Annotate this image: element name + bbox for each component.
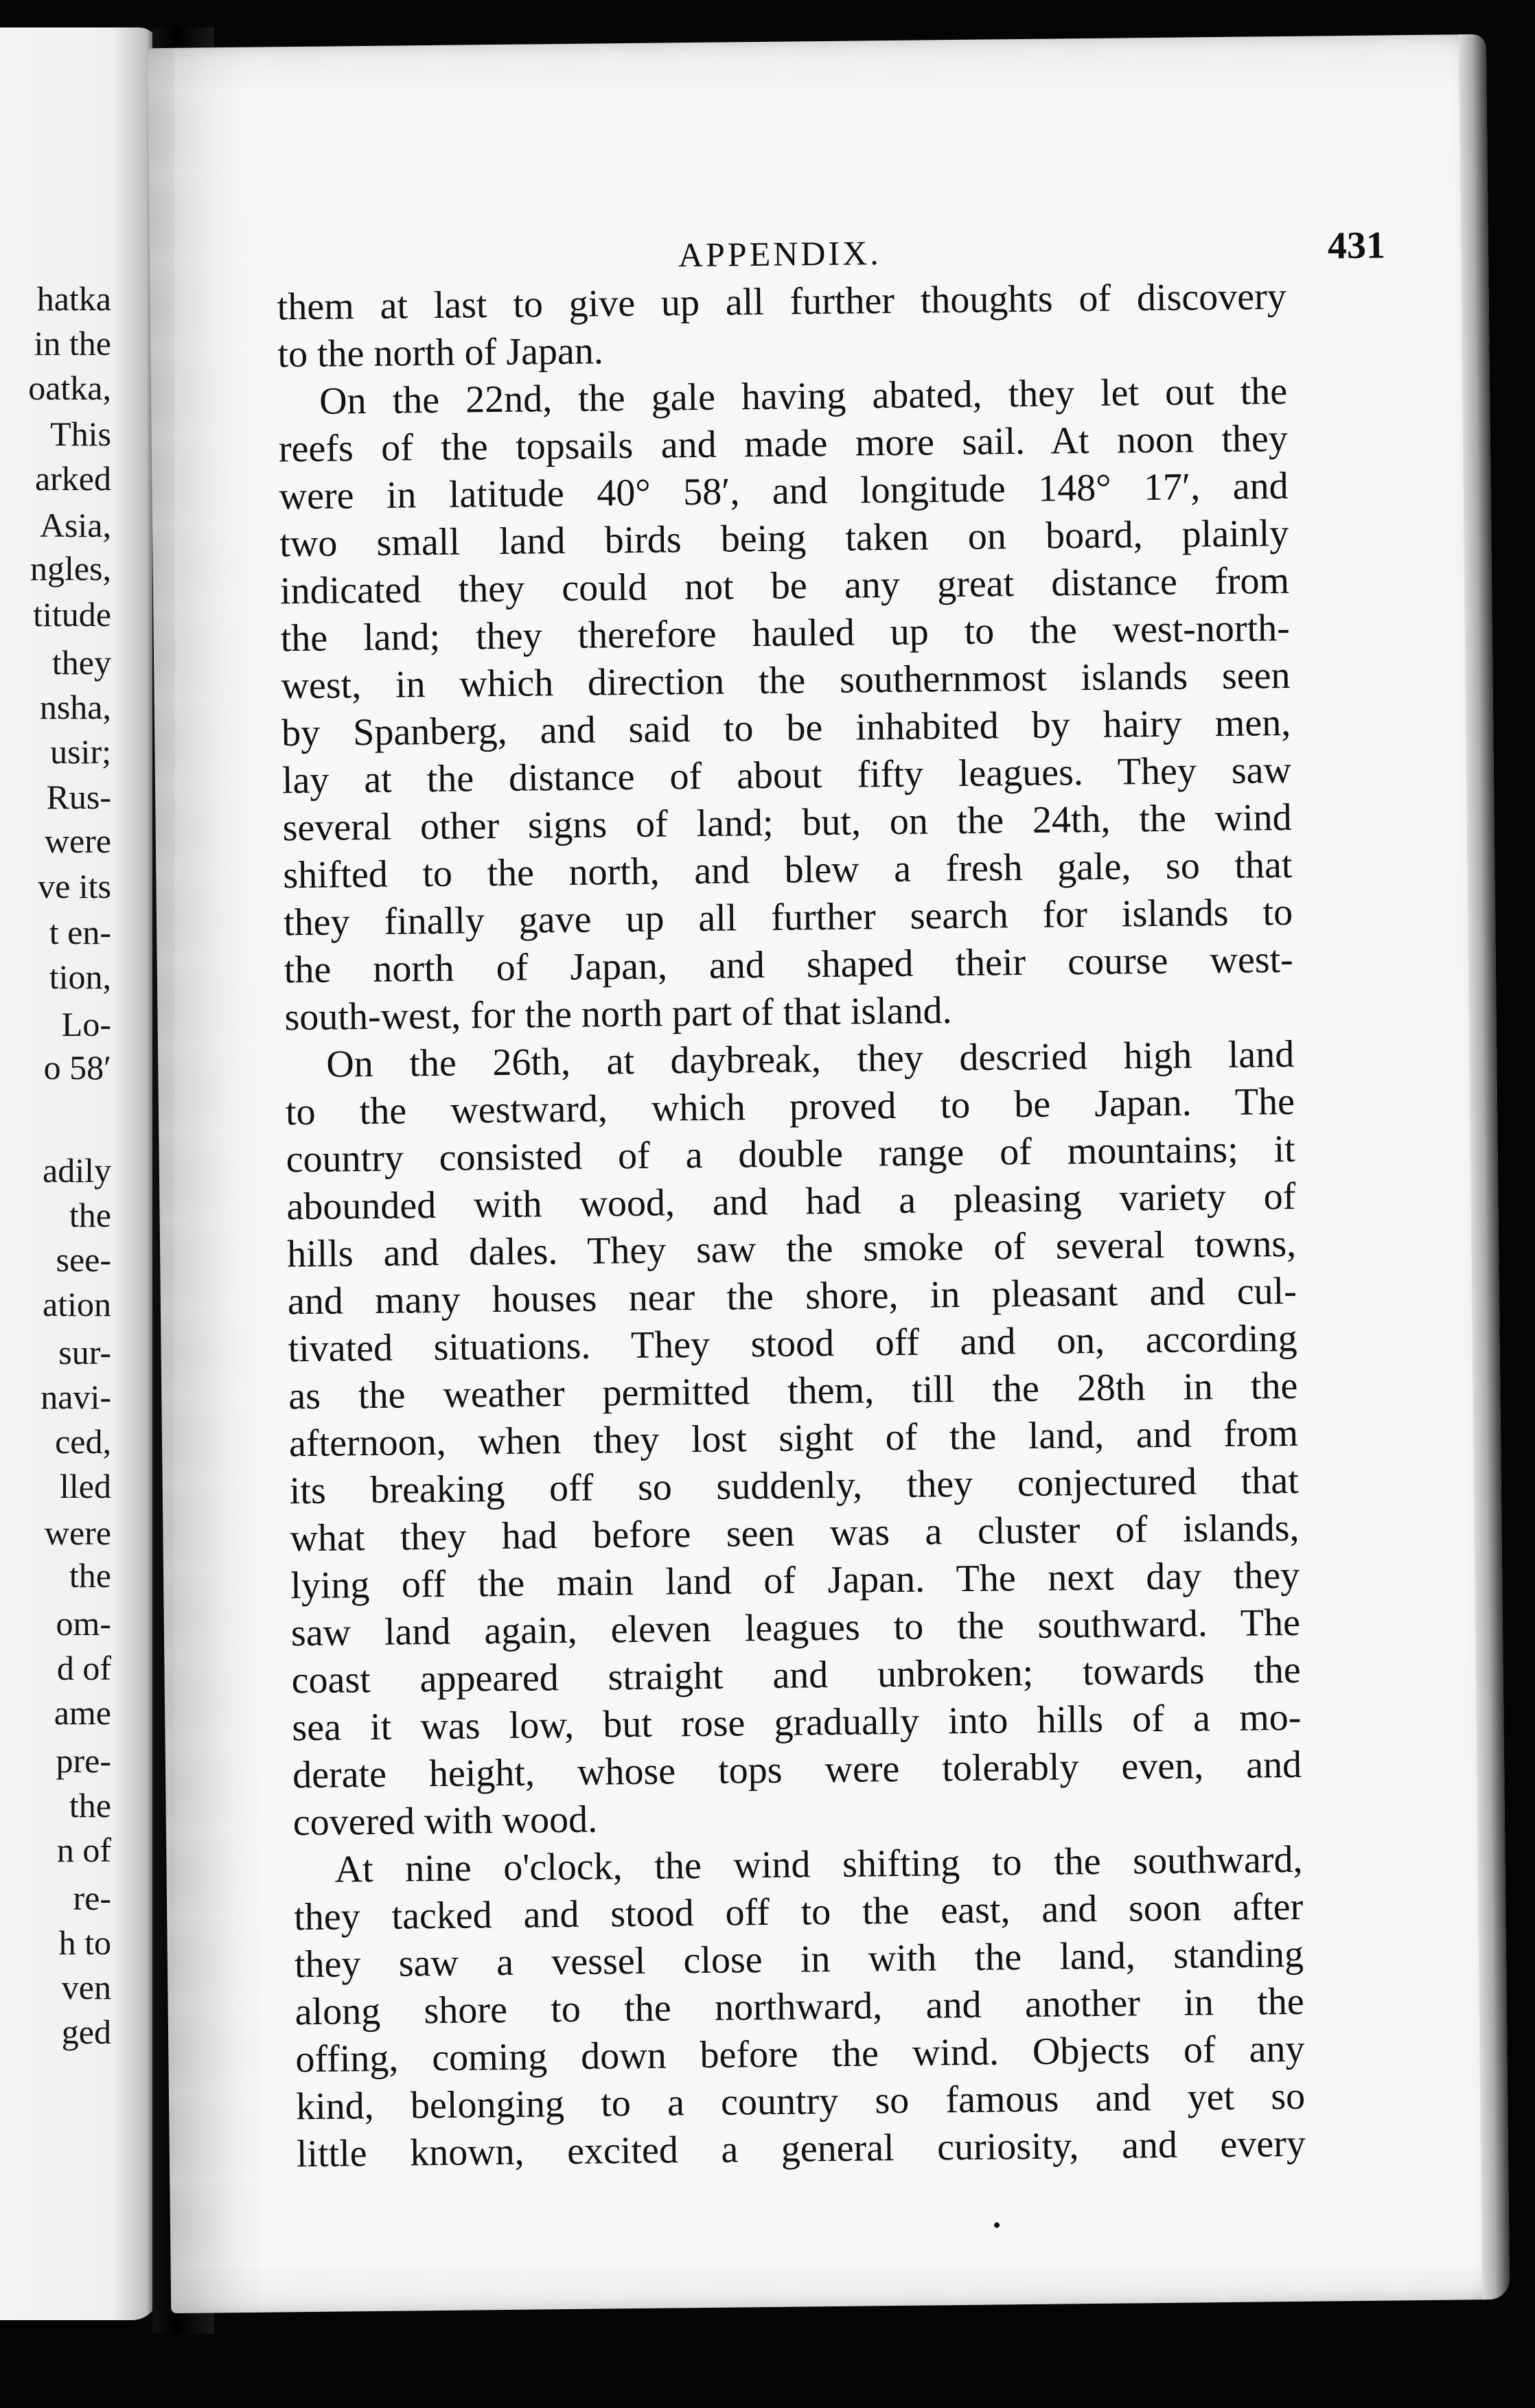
text-line: lying off the main land of Japan. The next day they [290, 1553, 1300, 1608]
previous-page-line: arked [34, 459, 111, 498]
previous-page-line: re- [73, 1879, 111, 1917]
book-page [148, 34, 1510, 2313]
text-line: offing, coming down before the wind. Objects of any [295, 2027, 1305, 2081]
previous-page-line: ced, [55, 1422, 111, 1461]
text-line: along shore to the northward, and another in the [295, 1980, 1304, 2034]
previous-page-strip [0, 27, 159, 2320]
text-line: they finally gave up all further search for islands to [283, 890, 1293, 945]
text-line: On the 22nd, the gale having abated, they let out the [319, 369, 1288, 423]
previous-page-line: ven [61, 1968, 111, 2006]
previous-page-line: Asia, [39, 506, 111, 544]
text-line: abounded with wood, and had a pleasing variety of [286, 1174, 1296, 1229]
previous-page-line: they [51, 643, 111, 682]
previous-page-line: n of [56, 1831, 111, 1869]
paragraph [278, 368, 1294, 1041]
previous-page-line: ve its [38, 867, 111, 905]
previous-page-line: usir; [50, 732, 111, 771]
text-line: as the weather permitted them, till the 28th in the [288, 1364, 1298, 1418]
text-line: they tacked and stood off to the east, and soon after [293, 1885, 1304, 1939]
text-line: reefs of the topsails and made more sail. At noon they [278, 417, 1289, 471]
previous-page-line: o 58′ [43, 1048, 111, 1087]
previous-page-line: d of [56, 1649, 111, 1687]
text-line: its breaking off so suddenly, they conjectured that [289, 1459, 1300, 1513]
text-line: two small land birds being taken on board, plainly [279, 511, 1289, 566]
text-line: At nine o'clock, the wind shifting to the southward, [334, 1838, 1303, 1891]
previous-page-line: sur- [58, 1333, 111, 1371]
text-line: kind, belonging to a country so famous and yet so [295, 2074, 1306, 2129]
running-head-title: APPENDIX. [678, 233, 881, 275]
text-line: they saw a vessel close in with the land, standing [294, 1932, 1304, 1987]
previous-page-line: were [44, 822, 111, 860]
previous-page-line: om- [56, 1604, 111, 1643]
text-line: and many houses near the shore, in pleasant and cul- [287, 1269, 1297, 1323]
previous-page-line: were [44, 1514, 111, 1552]
text-line: west, in which direction the southernmost islands seen [281, 653, 1291, 708]
previous-page-line: This [50, 415, 111, 453]
text-line: to the north of Japan. [277, 329, 604, 376]
text-line: afternoon, when they lost sight of the land, and from [288, 1411, 1299, 1466]
text-line: shifted to the north, and blew a fresh gale, so that [283, 843, 1293, 897]
text-line: sea it was low, but rose gradually into hills of a mo- [292, 1695, 1302, 1750]
text-line: little known, excited a general curiosity, and every [296, 2122, 1306, 2176]
text-line: tivated situations. They stood off and on, according [288, 1317, 1297, 1371]
text-line: them at last to give up all further thoughts of discovery [277, 275, 1286, 329]
text-line: hills and dales. They saw the smoke of several towns, [286, 1222, 1297, 1276]
previous-page-line: the [69, 1196, 111, 1234]
previous-page-line: adily [43, 1151, 111, 1190]
previous-page-line: the [69, 1786, 111, 1825]
text-line: what they had before seen was a cluster of islands, [290, 1506, 1300, 1560]
paragraph [285, 1031, 1302, 1846]
previous-page-line: hatka [36, 279, 111, 318]
previous-page-line: tion, [49, 958, 111, 996]
previous-page-line: ged [61, 2013, 111, 2051]
previous-page-line: oatka, [28, 369, 111, 407]
text-line: covered with wood. [292, 1798, 598, 1844]
text-line: several other signs of land; but, on the 24th, the wind [282, 796, 1292, 850]
text-line: saw land again, eleven leagues to the southward. The [290, 1601, 1301, 1655]
previous-page-line: pre- [56, 1741, 111, 1780]
previous-page-line: the [69, 1556, 111, 1595]
text-line: country consisted of a double range of mountains; it [286, 1127, 1295, 1181]
text-line: lay at the distance of about fifty leagues. They saw [281, 748, 1292, 802]
previous-page-line: nsha, [39, 688, 111, 726]
previous-page-line: in the [34, 324, 111, 362]
ink-speck [994, 2222, 1000, 2227]
text-line: the north of Japan, and shaped their course west- [284, 938, 1294, 992]
text-line: coast appeared straight and unbroken; towards the [291, 1648, 1301, 1702]
text-line: derate height, whose tops were tolerably even, and [292, 1743, 1302, 1797]
text-line: On the 26th, at daybreak, they descried high land [325, 1032, 1295, 1086]
text-line: south-west, for the north part of that island. [284, 989, 952, 1039]
previous-page-line: see- [56, 1240, 111, 1279]
page-edge [1459, 34, 1510, 2300]
text-line: were in latitude 40° 58′, and longitude 148° 17′, and [279, 464, 1289, 518]
previous-page-line: Rus- [46, 778, 111, 816]
text-line: the land; they therefore hauled up to the west-north- [280, 606, 1291, 660]
previous-page-line: titude [33, 595, 111, 634]
paragraph [293, 1836, 1306, 2178]
body-text [277, 273, 1306, 2178]
previous-page-line: Lo- [61, 1005, 111, 1043]
previous-page-line: lled [60, 1467, 111, 1505]
paragraph [277, 273, 1286, 378]
text-line: to the westward, which proved to be Japan. The [285, 1080, 1295, 1134]
previous-page-line: ation [43, 1285, 111, 1323]
previous-page-line: ngles, [30, 549, 111, 588]
text-line: by Spanberg, and said to be inhabited by hairy men, [281, 701, 1291, 755]
text-line: indicated they could not be any great distance from [279, 559, 1290, 613]
previous-page-line: h to [58, 1923, 111, 1962]
previous-page-line: t en- [49, 913, 111, 951]
previous-page-line: navi- [41, 1378, 111, 1416]
previous-page-line: ame [54, 1693, 111, 1732]
page-number: 431 [1327, 224, 1386, 268]
